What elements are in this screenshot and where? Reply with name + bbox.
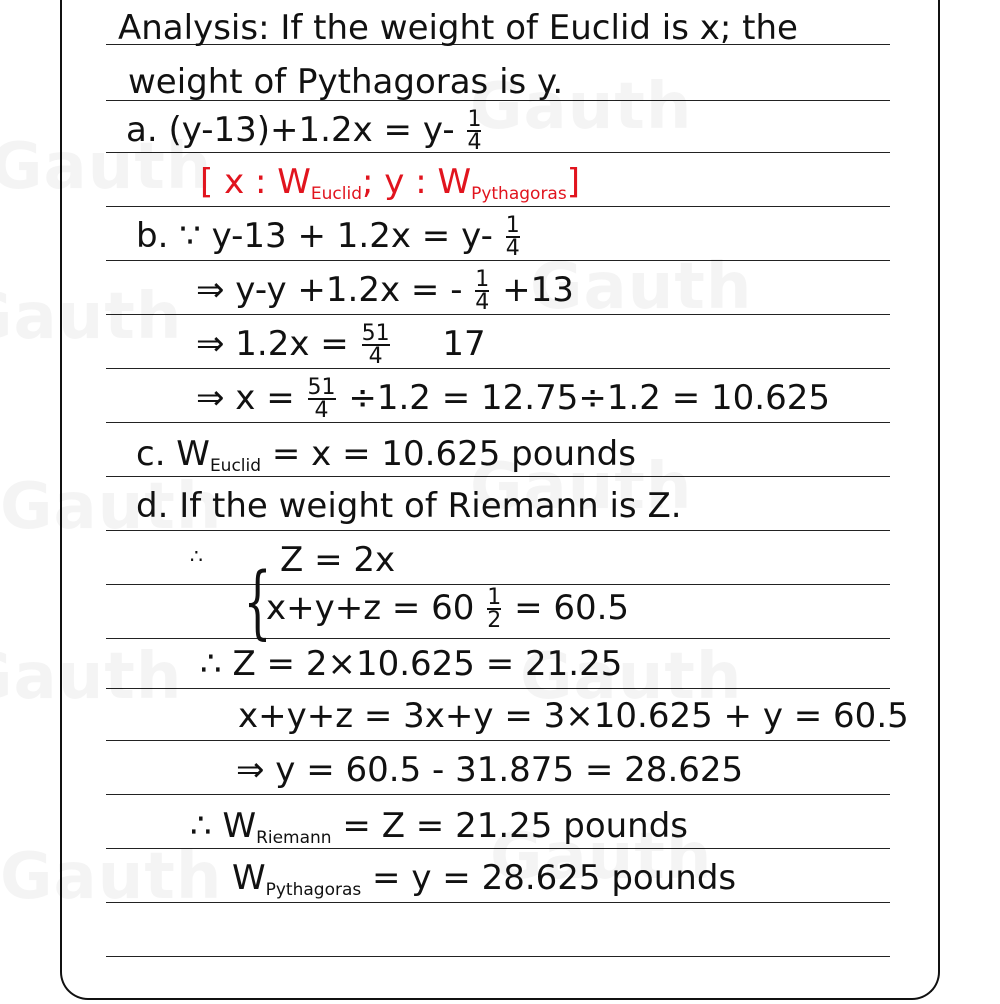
- ruled-line: [106, 422, 890, 423]
- equation-text: ∴ W: [190, 806, 257, 846]
- ruled-line: [106, 956, 890, 957]
- step-line: [236, 750, 743, 790]
- ruled-line: [106, 638, 890, 639]
- fraction: $\frac{1}{4}$: [505, 213, 520, 261]
- part-c-answer: [136, 434, 636, 476]
- ruled-line: [106, 314, 890, 315]
- fraction: $\frac{1}{4}$: [467, 107, 482, 155]
- equation-text: c. W: [136, 434, 210, 474]
- ruled-line: [106, 368, 890, 369]
- equation-text: ⇒ y = 60.5 - 31.875 = 28.625: [236, 750, 744, 790]
- equation-text: = Z = 21.25 pounds: [331, 806, 689, 846]
- definition-text: ]: [566, 162, 580, 202]
- ruled-line: [106, 206, 890, 207]
- equation-text: ⇒ 1.2x =: [196, 324, 349, 364]
- ruled-line: [106, 848, 890, 849]
- analysis-text: Analysis: If the weight of Euclid is x; the: [118, 8, 798, 48]
- step-line: [238, 696, 909, 736]
- final-answer-pythagoras: [232, 858, 736, 900]
- equation-text: Z = 2x: [280, 540, 396, 580]
- system-brace-icon: {: [243, 555, 272, 648]
- equation-text: x+y+z = 60: [266, 588, 475, 628]
- variable-definition: [200, 162, 580, 204]
- equation-text: = 60.5: [514, 588, 630, 628]
- step-line: [196, 267, 574, 315]
- equation-text: = x = 10.625 pounds: [261, 434, 636, 474]
- equation-text: ⇒ y-y +1.2x = -: [196, 270, 463, 310]
- system-eq-1: [280, 540, 395, 580]
- definition-text: [ x : W: [200, 162, 311, 202]
- system-eq-2: [266, 585, 630, 633]
- fraction: $\frac{1}{4}$: [475, 267, 490, 315]
- subscript: Riemann: [256, 828, 332, 848]
- ruled-line: [106, 740, 890, 741]
- equation-text: ⇒ x =: [196, 378, 295, 418]
- step-line: [196, 375, 830, 423]
- fraction: $\frac{1}{2}$: [487, 585, 502, 633]
- subscript: Euclid: [310, 184, 362, 204]
- equation-text: W: [232, 858, 266, 898]
- equation-text: x+y+z = 3x+y = 3×10.625 + y = 60.5: [238, 696, 909, 736]
- subscript: Pythagoras: [471, 184, 567, 204]
- ruled-line: [106, 260, 890, 261]
- equation-text: d. If the weight of Riemann is Z.: [136, 486, 682, 526]
- equation-text: = y = 28.625 pounds: [361, 858, 737, 898]
- equation-text: b. ∵ y-13 + 1.2x = y-: [136, 216, 493, 256]
- final-answer-riemann: [190, 806, 688, 848]
- step-line: [200, 644, 622, 684]
- fraction: $\frac{51}{4}$: [361, 321, 390, 369]
- ruled-line: [106, 476, 890, 477]
- part-a-equation: [126, 107, 483, 155]
- definition-text: ; y : W: [362, 162, 472, 202]
- analysis-heading: [118, 8, 798, 48]
- ruled-line: [106, 688, 890, 689]
- equation-text: +13: [502, 270, 574, 310]
- part-b-equation: [136, 213, 522, 261]
- part-d-heading: [136, 486, 682, 526]
- analysis-continued: [128, 62, 563, 102]
- therefore-icon: ∴: [190, 544, 203, 568]
- equation-text: ÷1.2 = 12.75÷1.2 = 10.625: [348, 378, 830, 418]
- ruled-line: [106, 794, 890, 795]
- ruled-line: [106, 902, 890, 903]
- subscript: Pythagoras: [265, 880, 362, 900]
- therefore-symbol: [190, 544, 203, 568]
- fraction: $\frac{51}{4}$: [307, 375, 336, 423]
- ruled-line: [106, 530, 890, 531]
- equation-text: 17: [442, 324, 486, 364]
- equation-text: ∴ Z = 2×10.625 = 21.25: [200, 644, 623, 684]
- step-line: [196, 321, 486, 369]
- subscript: Euclid: [209, 456, 262, 476]
- equation-text: a. (y-13)+1.2x = y-: [126, 110, 455, 150]
- analysis-text: weight of Pythagoras is y.: [128, 62, 564, 102]
